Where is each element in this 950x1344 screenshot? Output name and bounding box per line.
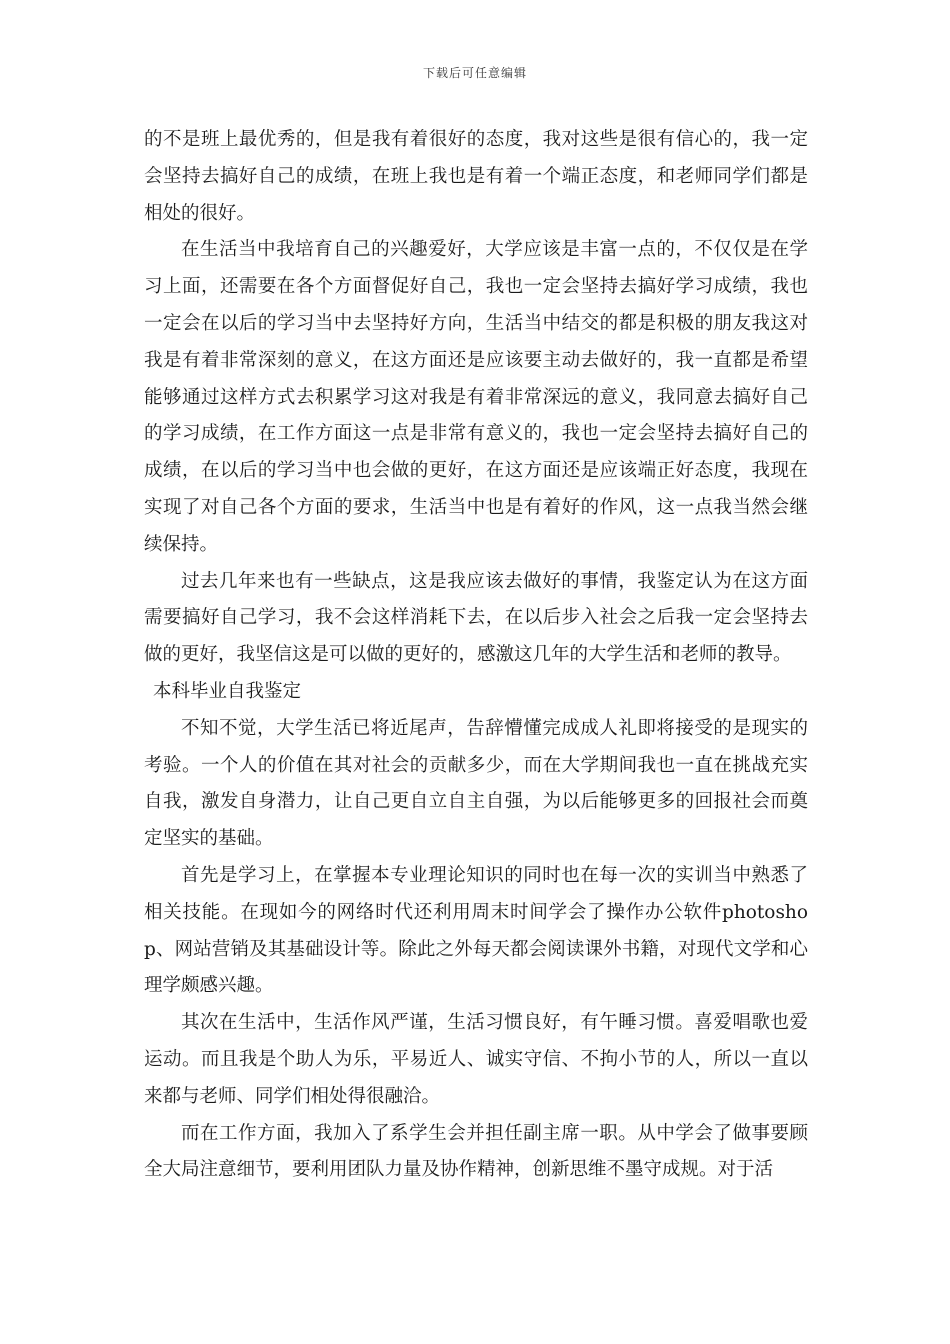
document-body	[144, 122, 808, 1189]
paragraph-interests: 在生活当中我培育自己的兴趣爱好，大学应该是丰富一点的，不仅仅是在学习上面，还需要在各个方面督促好自己，我也一定会坚持去搞好学习成绩，我也一定会在以后的学习当中去坚持好方向，生活当中结交的都是积极的朋友我这对我是有着非常深刻的意义，在这方面还是应该要主动去做好的，我一直都是希望能够通过这样方式去积累学习这对我是有着非常深远的意义，我同意去搞好自己的学习成绩，在工作方面这一点是非常有意义的，我也一定会坚持去搞好自己的成绩，在以后的学习当中也会做的更好，在这方面还是应该端正好态度，我现在实现了对自己各个方面的要求，生活当中也是有着好的作风，这一点我当然会继续保持。	[144, 239, 808, 555]
paragraph-work: 而在工作方面，我加入了系学生会并担任副主席一职。从中学会了做事要顾全大局注意细节，要利用团队力量及协作精神，创新思维不墨守成规。对于活	[144, 1122, 808, 1181]
section-title: 本科毕业自我鉴定	[153, 680, 302, 702]
paragraph-intro: 不知不觉，大学生活已将近尾声，告辞懵懂完成成人礼即将接受的是现实的考验。一个人的价值在其对社会的贡献多少，而在大学期间我也一直在挑战充实自我，激发自身潜力，让自己更自立自主自强，为以后能够更多的回报社会而奠定坚实的基础。	[144, 717, 808, 850]
paragraph-study: 首先是学习上，在掌握本专业理论知识的同时也在每一次的实训当中熟悉了相关技能。在现如今的网络时代还利用周末时间学会了操作办公软件photoshop、网站营销及其基础设计等。除此之外每天都会阅读课外书籍，对现代文学和心理学颇感兴趣。	[144, 864, 808, 997]
paragraph-shortcomings: 过去几年来也有一些缺点，这是我应该去做好的事情，我鉴定认为在这方面需要搞好自己学习，我不会这样消耗下去，在以后步入社会之后我一定会坚持去做的更好，我坚信这是可以做的更好的，感激这几年的大学生活和老师的教导。	[144, 570, 808, 666]
paragraph-continuation: 的不是班上最优秀的，但是我有着很好的态度，我对这些是很有信心的，我一定会坚持去搞好自己的成绩，在班上我也是有着一个端正态度，和老师同学们都是相处的很好。	[144, 129, 808, 224]
page-header-note: 下载后可任意编辑	[422, 66, 527, 80]
paragraph-life: 其次在生活中，生活作风严谨，生活习惯良好，有午睡习惯。喜爱唱歌也爱运动。而且我是个助人为乐，平易近人、诚实守信、不拘小节的人，所以一直以来都与老师、同学们相处得很融洽。	[144, 1012, 808, 1107]
